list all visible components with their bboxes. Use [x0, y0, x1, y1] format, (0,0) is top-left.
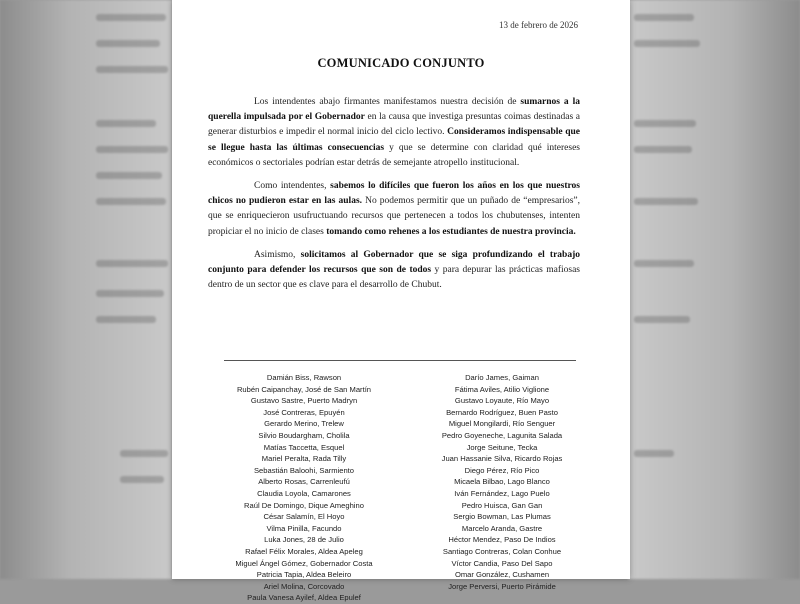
signatory-name: Pedro Huisca, Gan Gan	[461, 500, 543, 510]
signatory-name: Sebastián Baloohi, Sarmiento	[253, 465, 355, 475]
text-run: Los intendentes abajo firmantes manifestamos nuestra decisión de	[254, 97, 521, 107]
bold-text-run: sabemos lo difíciles que fueron los años en los que nuestros chicos no pudieron estar en las aulas.	[208, 181, 580, 207]
signatory-name: Patricia Tapia, Aldea Beleiro	[256, 570, 352, 580]
document-date: 13 de febrero de 2026	[499, 20, 578, 30]
signatures-right-column	[412, 372, 592, 592]
signatory-name: César Salamín, El Hoyo	[263, 512, 345, 522]
paragraph-3	[208, 248, 580, 294]
signatory-name: Ariel Molina, Corcovado	[263, 581, 345, 591]
signatory-name: Gerardo Merino, Trelew	[264, 419, 344, 429]
signatory-name: Vilma Pinilla, Facundo	[266, 523, 342, 533]
signatory-name: Alberto Rosas, Carrenleufú	[258, 477, 350, 487]
signatory-name: Héctor Mendez, Paso De Indios	[448, 535, 556, 545]
signatory-name: Jorge Seitune, Tecka	[466, 442, 538, 452]
signatory-name: Gustavo Loyaute, Río Mayo	[454, 396, 550, 406]
document-page	[172, 0, 630, 603]
signatory-name: Rafael Félix Morales, Aldea Apeleg	[245, 546, 363, 556]
bold-text-run: solicitamos al Gobernador que se siga profundizando el trabajo conjunto para defender los recursos que son de todos	[208, 249, 581, 276]
signatures-left-column	[214, 372, 394, 604]
bold-text-run: Consideramos indispensable que se llegue hasta las últimas consecuencias	[208, 127, 580, 153]
blurred-background-left	[0, 0, 172, 579]
signature-divider	[224, 360, 576, 361]
signatory-name: Sergio Bowman, Las Plumas	[453, 512, 551, 522]
signatory-name: Rubén Caipanchay, José de San Martín	[236, 384, 372, 394]
signatory-name: Fátima Aviles, Atilio Viglione	[454, 384, 550, 394]
signatory-name: Silvio Boudargham, Cholila	[258, 430, 350, 440]
signatory-name: Paula Vanesa Ayilef, Aldea Epulef	[247, 593, 361, 603]
signatory-name: Darío James, Gaiman	[465, 373, 539, 382]
bold-text-run: sumarnos a la querella impulsada por el Gobernador	[208, 97, 580, 123]
signatory-name: Iván Fernández, Lago Puelo	[454, 488, 550, 498]
signatory-name: Miguel Mongilardi, Río Senguer	[448, 419, 556, 429]
text-run: Como intendentes,	[254, 181, 331, 192]
document-title: COMUNICADO CONJUNTO	[317, 56, 485, 70]
signatory-name: Gustavo Sastre, Puerto Madryn	[250, 396, 358, 406]
signatory-name: Miguel Ángel Gómez, Gobernador Costa	[235, 558, 373, 568]
document-body	[208, 95, 580, 301]
signatory-name: Claudia Loyola, Camarones	[257, 488, 351, 498]
signatory-name: Raúl De Domingo, Dique Ameghino	[244, 500, 364, 510]
text-run: en la causa que investiga presuntas coimas destinadas a generar disturbios e impedir el normal inicio del ciclo lectivo.	[208, 112, 581, 138]
text-run: y para depurar las prácticas mafiosas dentro de un sector que es clave para el desarrollo de Chubut.	[208, 265, 580, 291]
blurred-background-right	[628, 0, 800, 579]
text-run: Asimismo,	[254, 249, 301, 260]
paragraph-2	[208, 179, 580, 240]
paragraph-1	[208, 95, 580, 171]
signatory-name: Santiago Contreras, Colan Conhue	[442, 546, 562, 556]
signatory-name: Luka Jones, 28 de Julio	[264, 535, 344, 545]
signatory-name: Matías Taccetta, Esquel	[263, 442, 345, 452]
signatory-name: Víctor Candia, Paso Del Sapo	[451, 558, 553, 568]
signatory-name: Juan Hassanie Silva, Ricardo Rojas	[441, 454, 563, 464]
signatory-name: Micaela Bilbao, Lago Blanco	[454, 477, 550, 487]
signatory-name: José Contreras, Epuyén	[263, 407, 345, 417]
signatory-name: Damián Biss, Rawson	[266, 373, 342, 382]
bold-text-run: tomando como rehenes a los estudiantes de nuestra provincia.	[326, 226, 576, 237]
signatory-name: Jorge Perversi, Puerto Pirámide	[448, 581, 556, 591]
signatory-name: Bernardo Rodríguez, Buen Pasto	[446, 407, 558, 417]
signatory-name: Pedro Goyeneche, Lagunita Salada	[441, 430, 563, 440]
signatory-name: Diego Pérez, Río Pico	[464, 465, 540, 475]
signatory-name: Omar González, Cushamen	[454, 570, 550, 580]
signatory-name: Mariel Peralta, Rada Tilly	[261, 454, 347, 464]
signatory-name: Marcelo Aranda, Gastre	[461, 523, 543, 533]
text-run: No podemos permitir que un puñado de “empresarios”, que se enriquecieron usufructuando recursos que pertenecen a todos los chubutenses, intenten propiciar el no inicio de clases	[208, 196, 581, 237]
text-run: y que se determine con claridad qué intereses económicos o sectoriales podrían estar detrás de semejante atropello institucional.	[208, 142, 580, 168]
